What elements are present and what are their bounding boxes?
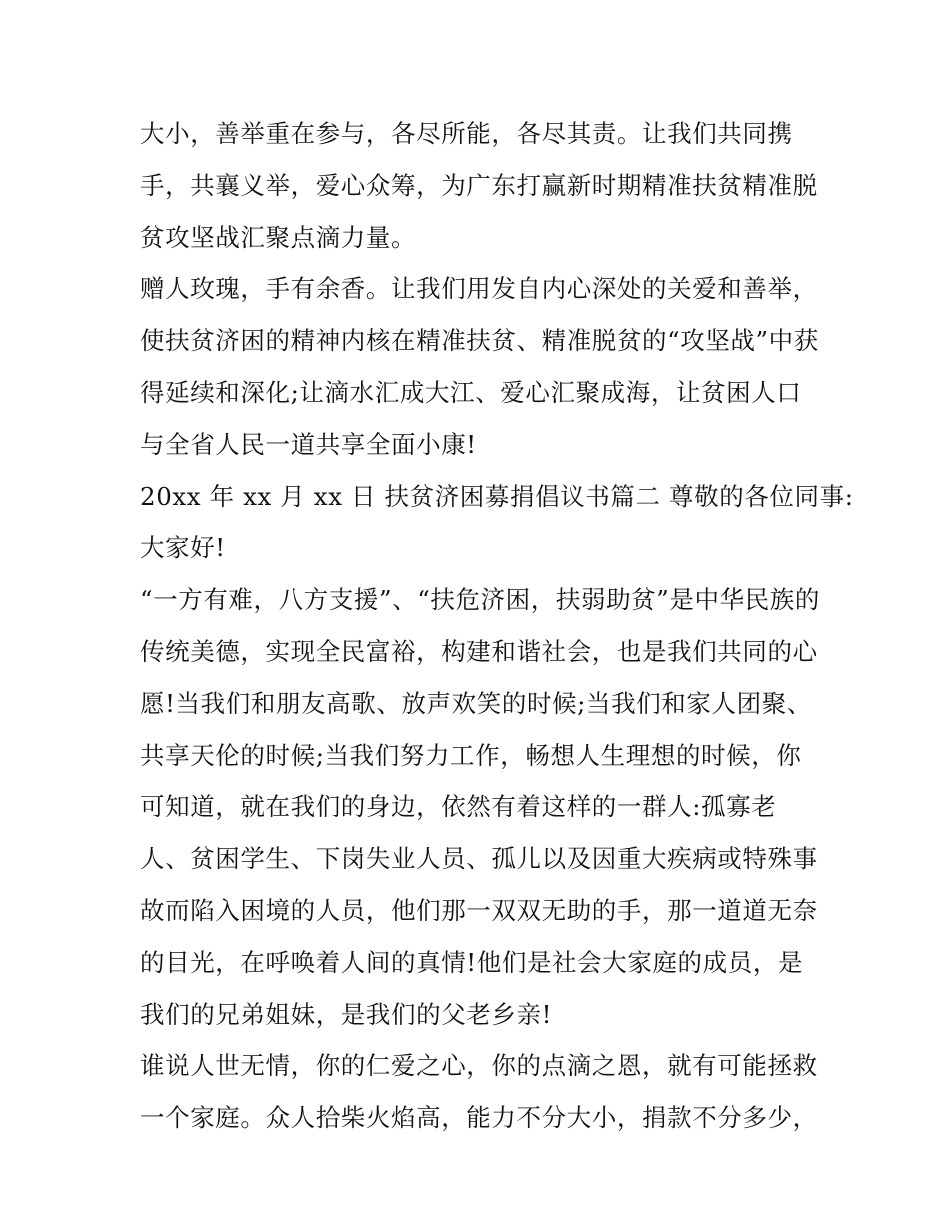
text-line: 愿!当我们和朋友高歌、放声欢笑的时候;当我们和家人团聚、 [140, 688, 812, 718]
text-line: 赠人玫瑰，手有余香。让我们用发自内心深处的关爱和善举， [140, 274, 818, 304]
text-line: 故而陷入困境的人员，他们那一双双无助的手，那一道道无奈 [140, 895, 818, 925]
text-line: 大家好! [140, 533, 226, 563]
text-line: 一个家庭。众人拾柴火焰高，能力不分大小，捐款不分多少， [140, 1103, 818, 1133]
text-line: 可知道，就在我们的身边，依然有着这样的一群人:孤寡老 [140, 792, 777, 822]
text-line: 使扶贫济困的精神内核在精准扶贫、精准脱贫的“攻坚战”中获 [140, 326, 819, 356]
text-line: 谁说人世无情，你的仁爱之心，你的点滴之恩，就有可能拯救 [140, 1051, 818, 1081]
text-line: 手，共襄义举，爱心众筹，为广东打赢新时期精准扶贫精准脱 [140, 170, 818, 200]
text-line: 贫攻坚战汇聚点滴力量。 [140, 222, 417, 252]
text-line: 得延续和深化;让滴水汇成大江、爱心汇聚成海，让贫困人口 [140, 377, 802, 407]
text-line: 我们的兄弟姐妹，是我们的父老乡亲! [140, 999, 553, 1029]
text-line: “一方有难，八方支援”、“扶危济困，扶弱助贫”是中华民族的 [140, 585, 820, 615]
text-line: 共享天伦的时候;当我们努力工作，畅想人生理想的时候，你 [140, 740, 802, 770]
text-line: 20xx 年 xx 月 xx 日 扶贫济困募捐倡议书篇二 尊敬的各位同事: [140, 481, 854, 511]
text-line: 传统美德，实现全民富裕，构建和谐社会，也是我们共同的心 [140, 636, 818, 666]
text-line: 的目光，在呼唤着人间的真情!他们是社会大家庭的成员，是 [140, 947, 804, 977]
text-line: 人、贫困学生、下岗失业人员、孤儿以及因重大疾病或特殊事 [140, 844, 818, 874]
document-body [140, 108, 854, 1144]
text-line: 大小，善举重在参与，各尽所能，各尽其责。让我们共同携 [140, 119, 793, 148]
text-line: 与全省人民一道共享全面小康! [140, 429, 477, 459]
